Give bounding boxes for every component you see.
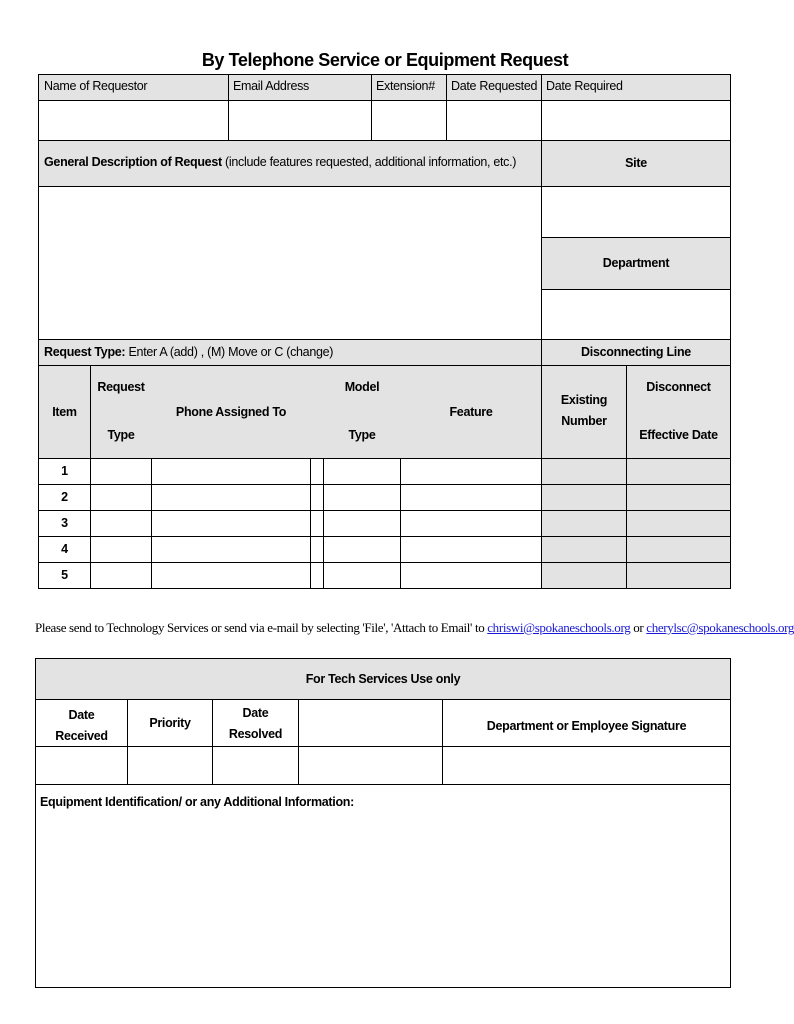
date-resolved-header-bottom: Resolved [228, 727, 283, 741]
table-row-number: 4 [61, 542, 68, 556]
table-row-number: 5 [61, 568, 68, 582]
date-requested-field[interactable] [447, 101, 541, 140]
table-row-number: 2 [61, 490, 68, 504]
date-resolved-header-top: Date [242, 706, 269, 720]
general-description-hint: (include features requested, additional information, etc.) [225, 155, 517, 169]
site-label: Site [625, 156, 647, 170]
disconnecting-line-label: Disconnecting Line [581, 345, 691, 359]
instructions-text: Please send to Technology Services or send via e-mail by selecting 'File', 'Attach to Email' to [35, 620, 488, 635]
date-received-field[interactable] [36, 747, 127, 784]
request-type-hint: Enter A (add) , (M) Move or C (change) [128, 345, 334, 359]
form-title: By Telephone Service or Equipment Request [201, 49, 569, 70]
general-description-field[interactable] [39, 187, 541, 339]
email-link-cherylsc[interactable]: cherylsc@spokaneschools.org [646, 620, 794, 635]
date-requested-label: Date Requested [451, 79, 538, 93]
table-row-number: 1 [61, 464, 68, 478]
priority-field[interactable] [128, 747, 212, 784]
table-row-number: 3 [61, 516, 68, 530]
signature-header: Department or Employee Signature [486, 718, 687, 733]
request-type-heading [44, 345, 333, 360]
email-address-label: Email Address [233, 79, 309, 93]
equipment-info-field[interactable] [36, 815, 730, 987]
date-resolved-field[interactable] [213, 747, 298, 784]
request-type-column-top: Request [97, 380, 145, 394]
general-description-label: General Description of Request [44, 155, 222, 169]
site-field[interactable] [542, 187, 730, 237]
blank-field[interactable] [299, 747, 442, 784]
department-label: Department [602, 256, 670, 270]
date-received-header-top: Date [68, 708, 95, 722]
equipment-identification-label: Equipment Identification/ or any Additional Information: [40, 795, 354, 809]
signature-field[interactable] [443, 747, 730, 784]
request-type-column-bottom: Type [107, 428, 135, 442]
disconnect-date-column-bottom: Effective Date [639, 428, 718, 442]
instructions [35, 620, 794, 635]
existing-number-column-top: Existing [560, 393, 608, 407]
request-type-label: Request Type: [44, 345, 126, 359]
date-required-field[interactable] [542, 101, 730, 140]
extension-label: Extension# [376, 79, 435, 93]
item-column-header: Item [52, 404, 77, 419]
priority-header: Priority [149, 715, 191, 730]
feature-column-header: Feature [449, 404, 493, 419]
email-link-chriswi[interactable]: chriswi@spokaneschools.org [487, 620, 631, 635]
instructions-or: or [630, 620, 647, 635]
extension-field[interactable] [372, 101, 446, 140]
disconnect-cells-bg [542, 459, 730, 588]
phone-assigned-column-header: Phone Assigned To [175, 404, 287, 419]
date-received-header-bottom: Received [55, 729, 108, 743]
existing-number-column-bottom: Number [561, 414, 607, 428]
tech-services-title: For Tech Services Use only [305, 671, 461, 686]
date-required-label: Date Required [546, 79, 623, 93]
name-of-requestor-label: Name of Requestor [44, 79, 148, 93]
disconnect-date-column-top: Disconnect [646, 380, 711, 394]
general-description-heading [44, 155, 516, 170]
model-type-column-bottom: Type [348, 428, 376, 442]
requestor-name-field[interactable] [39, 101, 228, 140]
email-address-field[interactable] [229, 101, 371, 140]
model-type-column-top: Model [344, 380, 380, 394]
department-field[interactable] [542, 290, 730, 339]
